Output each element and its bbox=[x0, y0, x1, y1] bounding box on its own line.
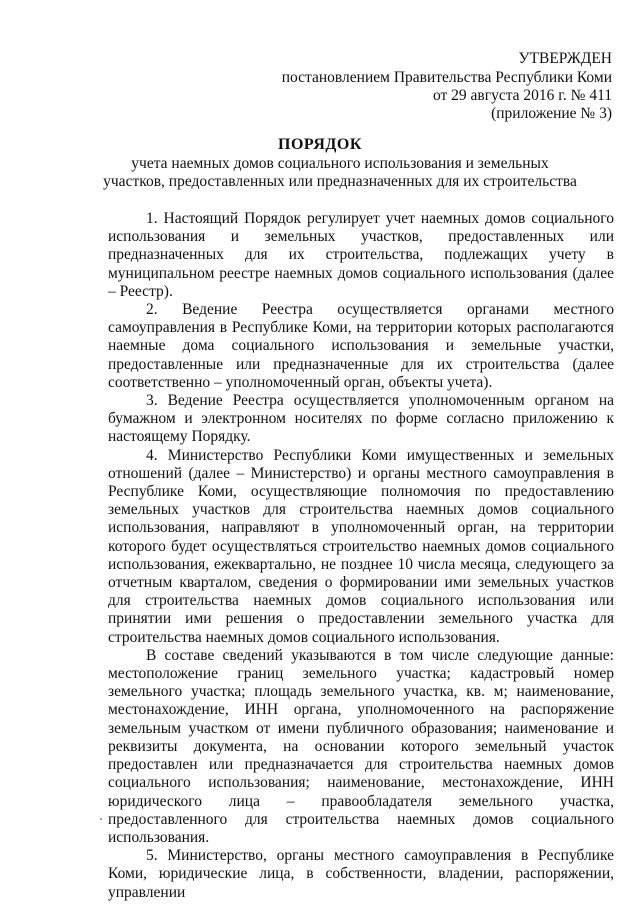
paragraph-4: 4. Министерство Республики Коми имущественных и земельных отношений (далее – Министерство) и органы местного самоуправления в Республике Коми, осуществляющие полномочия по предоставлению земельных участков для строительства наемных домов социального использования, направляют в уполномоченный орган, на территории которого будет осуществляться строительство наемных домов социального использования, ежеквартально, не позднее 10 числа месяца, следующего за отчетным кварталом, сведения о формировании ими земельных участков для строительства наемных домов социального использования или принятии ими решения о предоставлении земельного участка для строительства наемных домов социального использования. bbox=[108, 446, 614, 646]
approval-authority: постановлением Правительства Республики Коми bbox=[281, 69, 612, 86]
paragraph-3: 3. Ведение Реестра осуществляется уполномоченным органом на бумажном и электронном носителях по форме согласно приложению к настоящему Порядку. bbox=[108, 392, 614, 446]
paragraph-2: 2. Ведение Реестра осуществляется органами местного самоуправления в Республике Коми, на территории которых располагаются наемные дома социального использования и земельные участки, предоставленные или предназначенные для их строительства (далее соответственно – уполномоченный орган, объекты учета). bbox=[108, 301, 614, 391]
paragraph-4-details: В составе сведений указываются в том числе следующие данные: местоположение границ земельного участка; кадастровый номер земельного участка; площадь земельного участка, кв. м; наименование, местонахождение, ИНН органа, уполномоченного на распоряжение земельным участком от имени публичного образования; наименование и реквизиты документа, на основании которого земельный участок предоставлен или предназначается для строительства наемных домов социального использования; наименование, местонахождение, ИНН юридического лица – правообладателя земельного участка, предоставленного для строительства наемных домов социального использования. bbox=[108, 646, 614, 846]
approval-date: от 29 августа 2016 г. № 411 bbox=[432, 87, 612, 104]
document-body bbox=[108, 210, 614, 902]
document-title: ПОРЯДОК bbox=[278, 136, 362, 153]
approval-annex: (приложение № 3) bbox=[491, 105, 612, 122]
paragraph-1: 1. Настоящий Порядок регулирует учет наемных домов социального использования и земельных участков, предоставленных или предназначенных для их строительства, подлежащих учету в муниципальном реестре наемных домов социального использования (далее – Реестр). bbox=[108, 210, 614, 300]
paragraph-5: 5. Министерство, органы местного самоуправления в Республике Коми, юридические лица, в собственности, владении, распоряжении, управлении bbox=[108, 847, 614, 901]
scan-artifact bbox=[100, 818, 102, 820]
approval-heading: УТВЕРЖДЕН bbox=[518, 50, 612, 67]
document-subtitle: учета наемных домов социального использования и земельных участков, предоставленных или предназначенных для их строительства bbox=[103, 155, 577, 190]
approval-stamp bbox=[282, 50, 612, 123]
